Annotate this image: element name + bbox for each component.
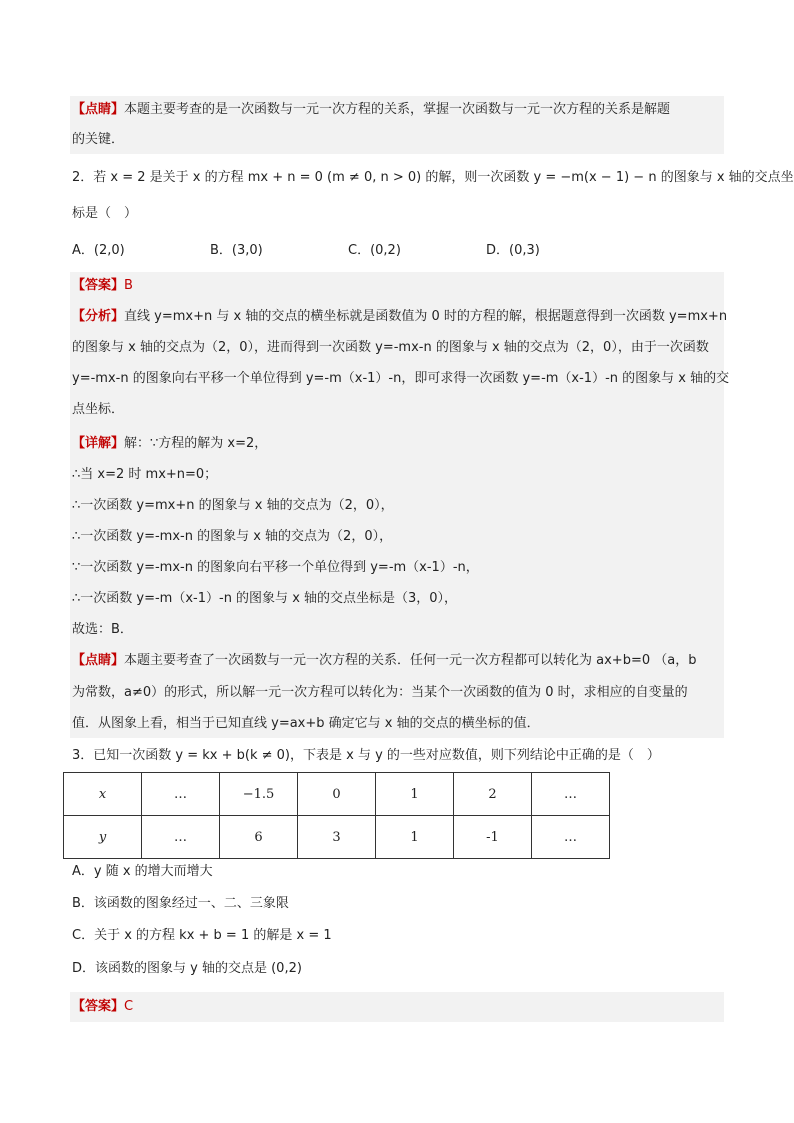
analysis-tag: 【分析】 bbox=[72, 309, 125, 324]
table-cell: 1 bbox=[376, 816, 454, 859]
answer3-line bbox=[72, 997, 133, 1017]
analysis-line-2: 的图象与 x 轴的交点为（2，0），进而得到一次函数 y=-mx-n 的图象与 x 轴的交点为（2，0），由于一次函数 bbox=[72, 340, 709, 355]
table-cell: 3 bbox=[298, 816, 376, 859]
note2-line-3: 值．从图象上看，相当于已知直线 y=ax+b 确定它与 x 轴的交点的横坐标的值． bbox=[72, 716, 540, 731]
q3-option-b: B．该函数的图象经过一、二、三象限 bbox=[72, 896, 289, 911]
note-text: 的关键． bbox=[72, 132, 125, 147]
analysis-line-4: 点坐标． bbox=[72, 402, 125, 417]
answer3-tag: 【答案】 bbox=[72, 999, 125, 1014]
answer-line bbox=[72, 276, 133, 296]
table-cell: … bbox=[142, 773, 220, 816]
table-cell: 2 bbox=[454, 773, 532, 816]
question-3-stem: 3．已知一次函数 y = kx + b(k ≠ 0)，下表是 x 与 y 的一些对应数值，则下列结论中正确的是（ ） bbox=[72, 748, 660, 763]
q3-option-c: C．关于 x 的方程 kx + b = 1 的解是 x = 1 bbox=[72, 928, 332, 943]
detail-tag: 【详解】 bbox=[72, 436, 125, 451]
detail-line-2: ∴当 x=2 时 mx+n=0； bbox=[72, 467, 218, 482]
table-cell: 6 bbox=[220, 816, 298, 859]
answer-value: B bbox=[124, 278, 133, 293]
note2-line-2: 为常数，a≠0）的形式，所以解一元一次方程可以转化为：当某个一次函数的值为 0 时，求相应的自变量的 bbox=[72, 685, 688, 700]
table-cell: … bbox=[532, 816, 610, 859]
table-cell: y bbox=[64, 816, 142, 859]
note-line-2 bbox=[72, 130, 124, 150]
table-cell: … bbox=[142, 816, 220, 859]
answer3-value: C bbox=[124, 999, 134, 1014]
table-row bbox=[64, 773, 610, 816]
detail-line-7: 故选：B． bbox=[72, 622, 133, 637]
analysis-text: 直线 y=mx+n 与 x 轴的交点的横坐标就是函数值为 0 时的方程的解，根据题意得到一次函数 y=mx+n bbox=[124, 309, 728, 324]
table-cell: … bbox=[532, 773, 610, 816]
question-2-stem-cont: 标是（ ） bbox=[72, 206, 138, 221]
answer-tag: 【答案】 bbox=[72, 278, 125, 293]
detail-line-6: ∴一次函数 y=-m（x-1）-n 的图象与 x 轴的交点坐标是（3，0）， bbox=[72, 591, 458, 606]
option-d: D．(0,3) bbox=[486, 243, 540, 258]
detail-line-4: ∴一次函数 y=-mx-n 的图象与 x 轴的交点为（2，0）， bbox=[72, 529, 393, 544]
table-row bbox=[64, 816, 610, 859]
detail-text: 解：∵方程的解为 x=2， bbox=[124, 436, 268, 451]
table-cell: -1 bbox=[454, 816, 532, 859]
analysis-line-3: y=-mx-n 的图象向右平移一个单位得到 y=-m（x-1）-n，即可求得一次函数 y=-m（x-1）-n 的图象与 x 轴的交 bbox=[72, 371, 730, 386]
value-table bbox=[63, 772, 610, 859]
table-cell: x bbox=[64, 773, 142, 816]
option-a: A．(2,0) bbox=[72, 243, 125, 258]
note-line-1 bbox=[72, 100, 670, 120]
question-2-stem: 2．若 x = 2 是关于 x 的方程 mx + n = 0 (m ≠ 0, n > 0) 的解，则一次函数 y = −m(x − 1) − n 的图象与 x 轴的交点坐 bbox=[72, 170, 794, 185]
note2-text: 本题主要考查了一次函数与一元一次方程的关系．任何一元一次方程都可以转化为 ax+b=0 （a，b bbox=[124, 653, 697, 668]
table-cell: 1 bbox=[376, 773, 454, 816]
detail-line-1 bbox=[72, 434, 267, 454]
option-b: B．(3,0) bbox=[210, 243, 263, 258]
note2-line-1 bbox=[72, 651, 696, 671]
note2-tag: 【点睛】 bbox=[72, 653, 125, 668]
analysis-line-1 bbox=[72, 307, 727, 327]
answer-block-3 bbox=[70, 992, 724, 1022]
option-c: C．(0,2) bbox=[348, 243, 401, 258]
detail-line-3: ∴一次函数 y=mx+n 的图象与 x 轴的交点为（2，0）， bbox=[72, 498, 394, 513]
table-cell: 0 bbox=[298, 773, 376, 816]
note-tag: 【点睛】 bbox=[72, 102, 125, 117]
detail-line-5: ∵一次函数 y=-mx-n 的图象向右平移一个单位得到 y=-m（x-1）-n， bbox=[72, 560, 479, 575]
q3-option-d: D．该函数的图象与 y 轴的交点是 (0,2) bbox=[72, 961, 302, 976]
table-cell: −1.5 bbox=[220, 773, 298, 816]
note-text: 本题主要考查的是一次函数与一元一次方程的关系，掌握一次函数与一元一次方程的关系是解题 bbox=[124, 102, 671, 117]
q3-option-a: A．y 随 x 的增大而增大 bbox=[72, 864, 213, 879]
